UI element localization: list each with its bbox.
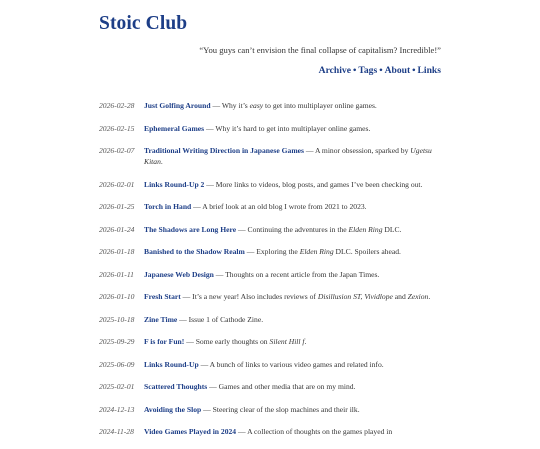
post-description-emphasis: Elden Ring [348,224,383,234]
post-dash: — [244,247,257,257]
post-item [99,269,441,280]
post-summary [144,201,441,212]
post-title-link[interactable]: Just Golfing Around [144,101,211,110]
post-dash: — [201,404,213,414]
post-item [99,359,441,370]
post-date: 2026-01-10 [99,292,135,302]
post-item [99,224,441,235]
post-description: to get into multiplayer online games. [263,101,377,110]
post-date: 2026-02-01 [99,179,135,189]
post-summary [144,314,441,325]
post-summary [144,179,441,190]
post-summary [144,336,441,347]
post-summary [144,246,441,257]
main-nav [319,65,441,76]
nav-archive-link[interactable]: Archive [318,65,351,76]
post-description: Continuing the adventures in the [247,224,349,234]
post-date: 2025-10-18 [99,314,135,324]
post-title-link[interactable]: Links Round-Up 2 [144,179,205,189]
post-summary [144,224,441,235]
post-dash: — [207,382,219,392]
post-title-link[interactable]: Scattered Thoughts [144,382,208,392]
nav-separator: • [379,65,383,76]
post-date: 2026-01-24 [99,224,135,234]
post-description: A collection of thoughts on the games played in [247,427,393,437]
nav-separator: • [352,65,357,76]
post-dash: — [191,202,203,212]
post-date: 2026-01-11 [99,269,134,279]
post-description: DLC. Spoilers ahead. [333,247,401,257]
post-description: Steering clear of the slop machines and their ilk. [212,404,360,414]
post-item [99,100,441,111]
post-item [99,123,441,134]
post-item [99,404,441,415]
post-description: A bunch of links to various video games and related info. [209,359,384,369]
post-dash: — [184,337,196,347]
post-description-emphasis: Elden Ring [299,247,334,257]
post-date: 2026-01-18 [99,247,135,257]
nav-links-link[interactable]: Links [417,65,441,76]
post-summary [144,269,441,280]
post-date: 2025-02-01 [99,382,135,392]
post-description: Exploring the [256,247,300,257]
post-description: Why it’s hard to get into multiplayer online games. [215,123,371,133]
nav-tags-link[interactable]: Tags [358,65,378,76]
post-title-link[interactable]: Torch in Hand [144,202,192,212]
post-dash: — [210,101,222,110]
post-summary [144,291,441,302]
post-summary [144,426,441,437]
post-description: Issue 1 of Cathode Zine. [188,314,264,324]
post-dash: — [204,123,216,133]
post-description-emphasis: Zexion [407,292,429,302]
post-item [99,314,441,325]
nav-separator: • [412,65,416,76]
post-description-emphasis: Silent Hill f [269,337,305,347]
post-title-link[interactable]: Fresh Start [144,292,181,302]
post-description-emphasis: easy [249,101,264,110]
post-description: Why it’s [221,101,250,110]
post-description-emphasis: Ugetsu Kitan [144,146,432,167]
post-dash: — [180,292,193,302]
post-summary [144,145,441,167]
post-date: 2026-02-07 [99,146,135,155]
post-date: 2026-02-28 [99,101,135,110]
post-dash: — [177,314,189,324]
post-item [99,179,441,190]
post-summary [144,359,441,370]
post-title-link[interactable]: The Shadows are Long Here [144,224,237,234]
post-date: 2026-02-15 [99,123,135,133]
post-title-link[interactable]: Video Games Played in 2024 [144,427,237,437]
site-tagline: “You guys can’t envision the final collapse of capitalism? Incredible!” [199,45,441,55]
post-date: 2024-12-13 [99,404,135,414]
post-description: It’s a new year! Also includes reviews of [192,292,318,302]
nav-about-link[interactable]: About [384,65,411,76]
post-dash: — [213,269,226,279]
post-dash: — [236,224,248,234]
post-description-emphasis: Disillusion ST, Vividlope [317,292,393,302]
post-date: 2024-11-28 [99,427,134,437]
post-item [99,201,441,212]
site-title[interactable]: Stoic Club [99,13,188,34]
post-item [99,381,441,392]
post-item [99,291,441,302]
post-description: DLC. [382,224,402,234]
post-description: A brief look at an old blog I wrote from 2021 to 2023. [202,202,367,212]
post-item [99,426,441,437]
post-dash: — [198,359,210,369]
post-description: Games and other media that are on my mind. [218,382,356,392]
post-title-link[interactable]: Ephemeral Games [144,123,205,133]
post-description: . [428,292,431,302]
post-title-link[interactable]: Links Round-Up [144,359,199,369]
post-title-link[interactable]: Traditional Writing Direction in Japanese Games [144,146,304,155]
post-description: . [160,157,163,167]
post-item [99,246,441,257]
post-item [99,145,441,167]
post-list [99,100,441,449]
post-summary [144,381,441,392]
post-dash: — [236,427,248,437]
post-description: . [304,337,307,347]
post-title-link[interactable]: Japanese Web Design [144,269,214,279]
post-description: Thoughts on a recent article from the Japan Times. [225,269,380,279]
post-description: More links to videos, blog posts, and games I’ve been checking out. [215,179,423,189]
post-summary [144,123,441,134]
post-title-link[interactable]: Avoiding the Slop [144,404,202,414]
post-date: 2026-01-25 [99,202,135,212]
post-description: and [392,292,408,302]
post-date: 2025-06-09 [99,359,135,369]
post-dash: — [303,146,315,155]
post-summary [144,100,441,111]
post-description: A minor obsession, sparked by [314,146,411,155]
post-item [99,336,441,347]
post-description: Some early thoughts on [195,337,270,347]
post-date: 2025-09-29 [99,337,135,347]
post-summary [144,404,441,415]
post-dash: — [204,179,216,189]
post-title-link[interactable]: Zine Time [144,314,178,324]
post-title-link[interactable]: F is for Fun! [144,337,185,347]
post-title-link[interactable]: Banished to the Shadow Realm [144,247,245,257]
